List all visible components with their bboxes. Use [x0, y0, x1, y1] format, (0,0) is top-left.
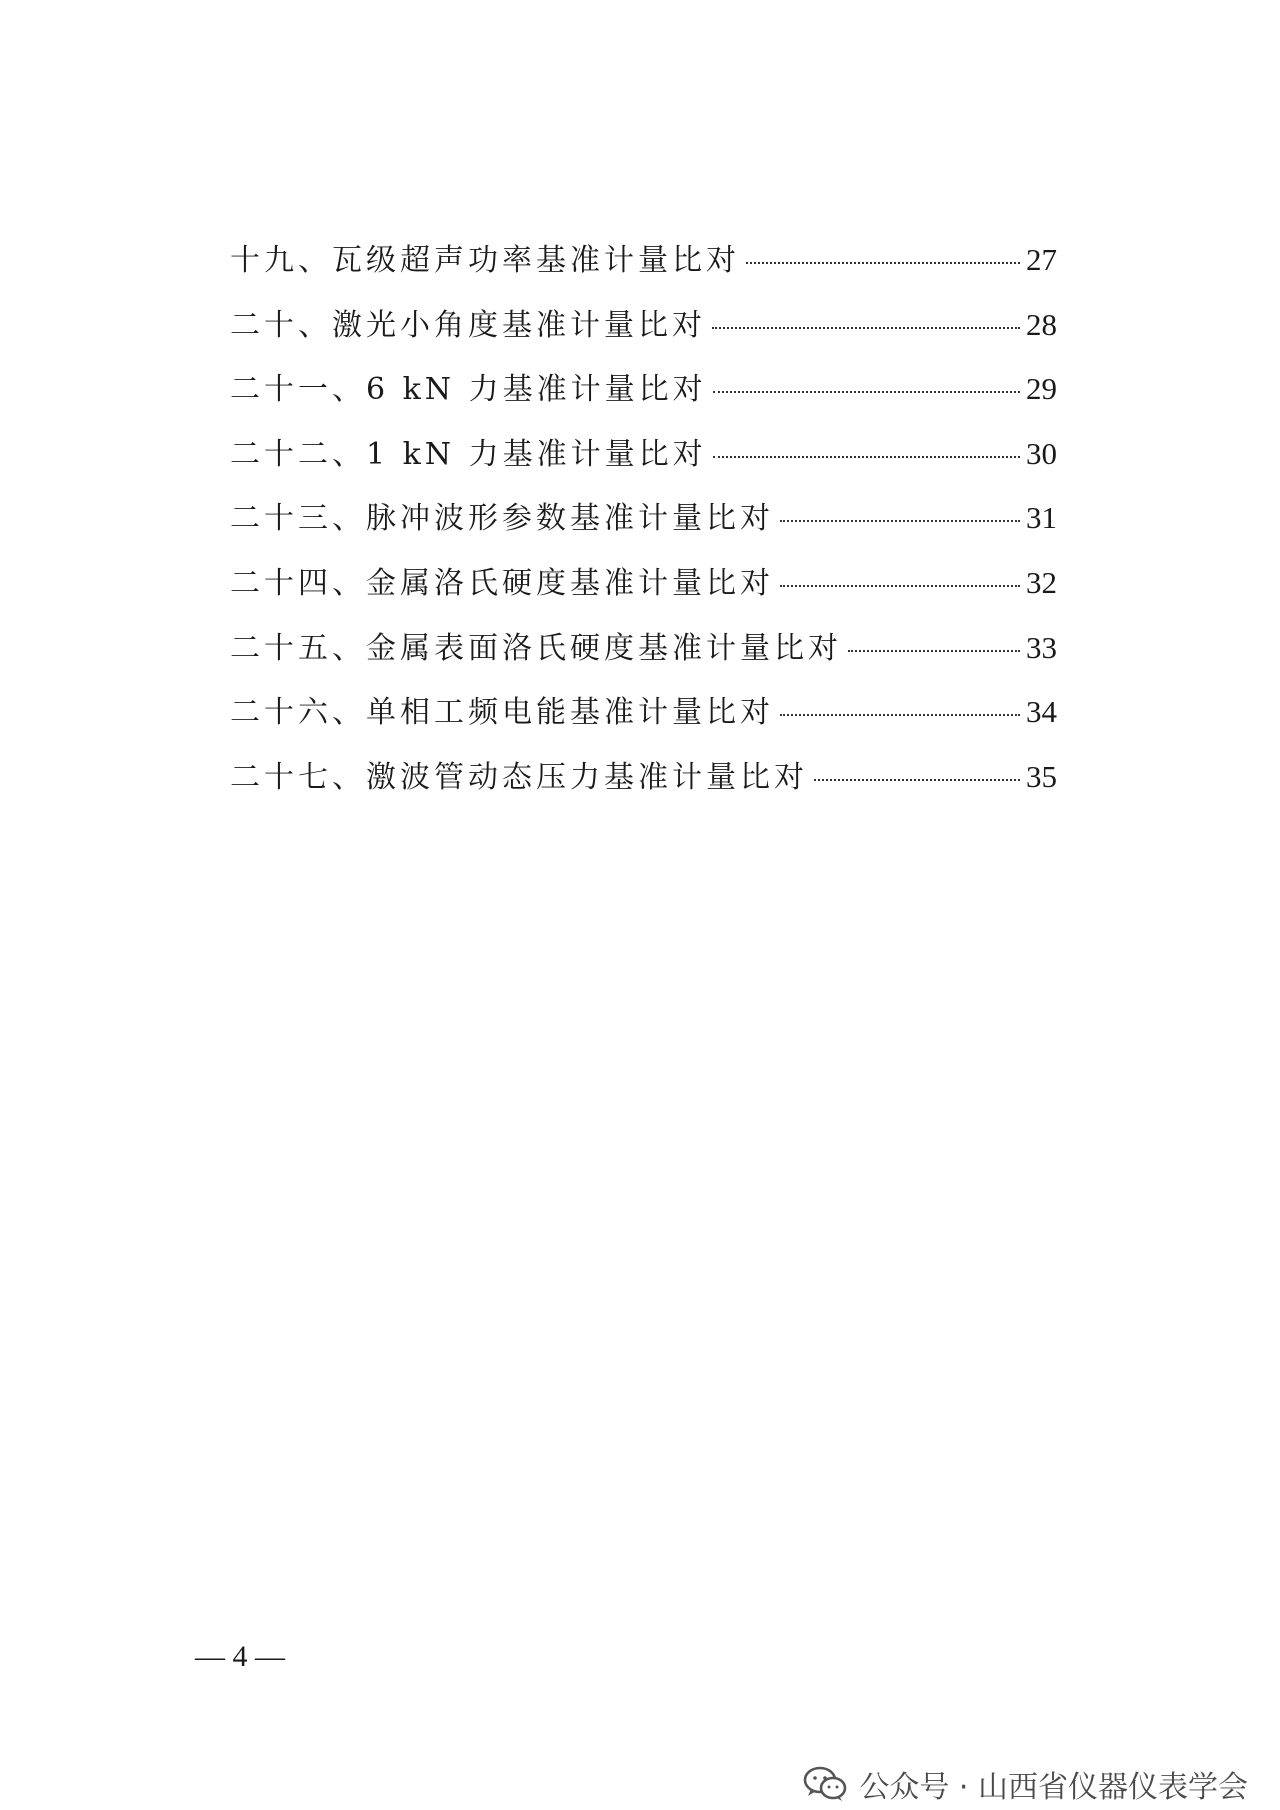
toc-entry-page: 32 — [1026, 564, 1057, 600]
toc-entry-title: 二十二、1 kN 力基准计量比对 — [230, 436, 707, 472]
toc-entry-page: 29 — [1026, 371, 1057, 407]
toc-leader-dots — [780, 585, 1020, 587]
toc-leader-dots — [746, 262, 1020, 264]
toc-entry-page: 28 — [1026, 306, 1057, 342]
toc-entry[interactable] — [230, 551, 1057, 616]
toc-leader-dots — [713, 391, 1020, 393]
toc-entry-page: 34 — [1026, 694, 1057, 730]
toc-entry[interactable] — [230, 293, 1057, 358]
toc-leader-dots — [814, 779, 1020, 781]
toc-leader-dots — [848, 650, 1020, 652]
toc-entry-title: 二十七、激波管动态压力基准计量比对 — [230, 759, 808, 795]
toc-entry-title: 二十、激光小角度基准计量比对 — [230, 307, 706, 343]
toc-leader-dots — [780, 520, 1020, 522]
wechat-icon — [803, 1766, 847, 1802]
table-of-contents — [230, 228, 1057, 809]
toc-entry-title: 二十一、6 kN 力基准计量比对 — [230, 372, 707, 408]
wechat-watermark — [803, 1762, 1248, 1806]
toc-entry[interactable] — [230, 616, 1057, 681]
toc-entry[interactable] — [230, 357, 1057, 422]
toc-entry-title: 二十四、金属洛氏硬度基准计量比对 — [230, 565, 774, 601]
toc-entry-page: 31 — [1026, 500, 1057, 536]
toc-entry-page: 35 — [1026, 758, 1057, 794]
toc-entry[interactable] — [230, 422, 1057, 487]
toc-leader-dots — [712, 327, 1020, 329]
toc-entry-title: 二十六、单相工频电能基准计量比对 — [230, 695, 774, 731]
toc-entry[interactable] — [230, 745, 1057, 810]
page-number: — 4 — — [195, 1640, 285, 1673]
toc-entry-page: 27 — [1026, 242, 1057, 277]
toc-entry[interactable] — [230, 228, 1057, 293]
toc-entry-title: 十九、瓦级超声功率基准计量比对 — [230, 243, 740, 278]
toc-entry[interactable] — [230, 680, 1057, 745]
toc-leader-dots — [780, 714, 1020, 716]
toc-leader-dots — [713, 456, 1020, 458]
toc-entry-title: 二十三、脉冲波形参数基准计量比对 — [230, 501, 774, 537]
watermark-text: 公众号 · 山西省仪器仪表学会 — [859, 1770, 1248, 1805]
toc-entry[interactable] — [230, 486, 1057, 551]
toc-entry-page: 33 — [1026, 629, 1057, 665]
toc-entry-title: 二十五、金属表面洛氏硬度基准计量比对 — [230, 630, 842, 666]
toc-entry-page: 30 — [1026, 435, 1057, 471]
